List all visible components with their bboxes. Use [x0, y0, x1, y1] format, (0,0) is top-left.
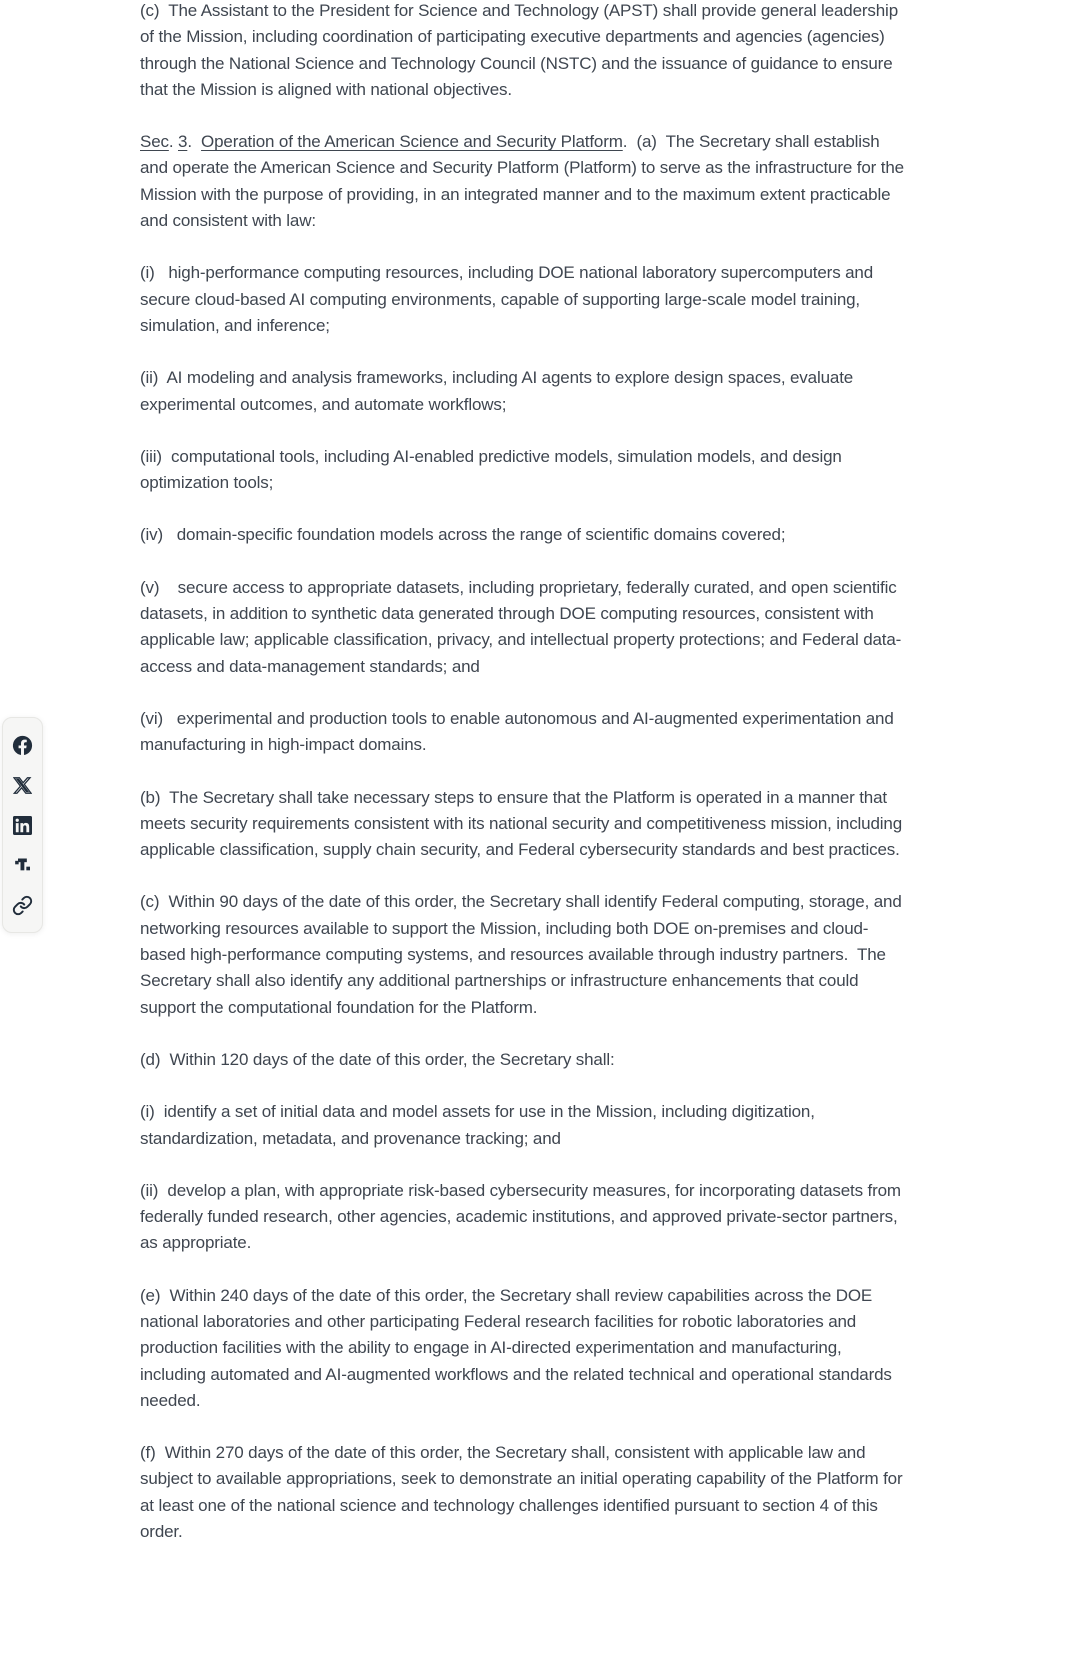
- paragraph-b-security: (b) The Secretary shall take necessary steps to ensure that the Platform is operated in a manner that meets security requirements consistent with its national security and competitiveness mission, including applicable classification, supply chain security, and Federal cybersecurity standards and best practices.: [140, 787, 907, 860]
- copy-link-share-button[interactable]: [11, 893, 35, 917]
- sec-number: 3: [178, 132, 188, 152]
- paragraph-sec3-heading: [140, 129, 910, 234]
- sec-separator-2: .: [187, 132, 202, 152]
- sec-body: . (a) The Secretary shall establish and operate the American Science and Security Platform (Platform) to serve as the infrastructure for the Mission with the purpose of providing, in an integrated manner and to the maximum extent practicable and consistent with law:: [140, 132, 909, 231]
- share-sidebar: [2, 717, 43, 933]
- paragraph-i-computing: (i) high-performance computing resources, including DOE national laboratory supercomputers and secure cloud-based AI computing environments, capable of supporting large-scale model training, simulation, and inference;: [140, 263, 878, 335]
- sec-title: Operation of the American Science and Security Platform: [201, 132, 623, 152]
- paragraph-d-120-days: (d) Within 120 days of the date of this order, the Secretary shall:: [140, 1049, 615, 1069]
- paragraph-iii-computational-tools: (iii) computational tools, including AI-enabled predictive models, simulation models, and design optimization tools;: [140, 446, 847, 493]
- x-share-button[interactable]: [11, 773, 35, 797]
- paragraph-c-apst: (c) The Assistant to the President for Science and Technology (APST) shall provide general leadership of the Mission, including coordination of participating executive departments and agencies (agencies) through the National Science and Technology Council (NSTC) and the issuance of guidance to ensure that the Mission is aligned with national objectives.: [140, 1, 903, 99]
- link-icon: [12, 895, 33, 916]
- truth-social-icon: [13, 855, 33, 875]
- sec-label: Sec: [140, 132, 169, 152]
- paragraph-iv-foundation-models: (iv) domain-specific foundation models across the range of scientific domains covered;: [140, 525, 786, 545]
- paragraph-vi-experimental-tools: (vi) experimental and production tools to enable autonomous and AI-augmented experimentation and manufacturing in high-impact domains.: [140, 708, 899, 755]
- x-icon: [13, 776, 32, 795]
- executive-order-text: [140, 0, 910, 1571]
- paragraph-v-datasets: (v) secure access to appropriate datasets, including proprietary, federally curated, and open scientific datasets, in addition to synthetic data generated through DOE computing resources, consistent with applicable law; applicable classification, privacy, and intellectual property protections; and Federal data-access and data-management standards; and: [140, 577, 902, 676]
- paragraph-f-270-days: (f) Within 270 days of the date of this order, the Secretary shall, consistent with applicable law and subject to available appropriations, seek to demonstrate an initial operating capability of the Platform for at least one of the national science and technology challenges identified pursuant to section 4 of this order.: [140, 1443, 908, 1542]
- facebook-share-button[interactable]: [11, 733, 35, 757]
- linkedin-share-button[interactable]: [11, 813, 35, 837]
- paragraph-d-i-data-assets: (i) identify a set of initial data and model assets for use in the Mission, including digitization, standardization, metadata, and provenance tracking; and: [140, 1102, 820, 1148]
- facebook-icon: [11, 734, 34, 757]
- paragraph-d-ii-plan: (ii) develop a plan, with appropriate risk-based cybersecurity measures, for incorporating datasets from federally funded research, other agencies, academic institutions, and approved private-sector partners, as appropriate.: [140, 1180, 906, 1253]
- paragraph-c-90-days: (c) Within 90 days of the date of this order, the Secretary shall identify Federal computing, storage, and networking resources available to support the Mission, including both DOE on-premises and cloud-based high-performance computing systems, and resources available through industry partners. The Secretary shall also identify any additional partnerships or infrastructure enhancements that could support the computational foundation for the Platform.: [140, 892, 907, 1017]
- paragraph-ii-ai-modeling: (ii) AI modeling and analysis frameworks, including AI agents to explore design spaces, evaluate experimental outcomes, and automate workflows;: [140, 368, 858, 414]
- paragraph-e-240-days: (e) Within 240 days of the date of this order, the Secretary shall review capabilities across the DOE national laboratories and other participating Federal research facilities for robotic laboratories and production facilities with the ability to engage in AI-directed experimentation and manufacturing, including automated and AI-augmented workflows and the related technical and operational standards needed.: [140, 1285, 897, 1410]
- sec-separator: .: [168, 132, 178, 152]
- truth-social-share-button[interactable]: [11, 853, 35, 877]
- linkedin-icon: [13, 816, 32, 835]
